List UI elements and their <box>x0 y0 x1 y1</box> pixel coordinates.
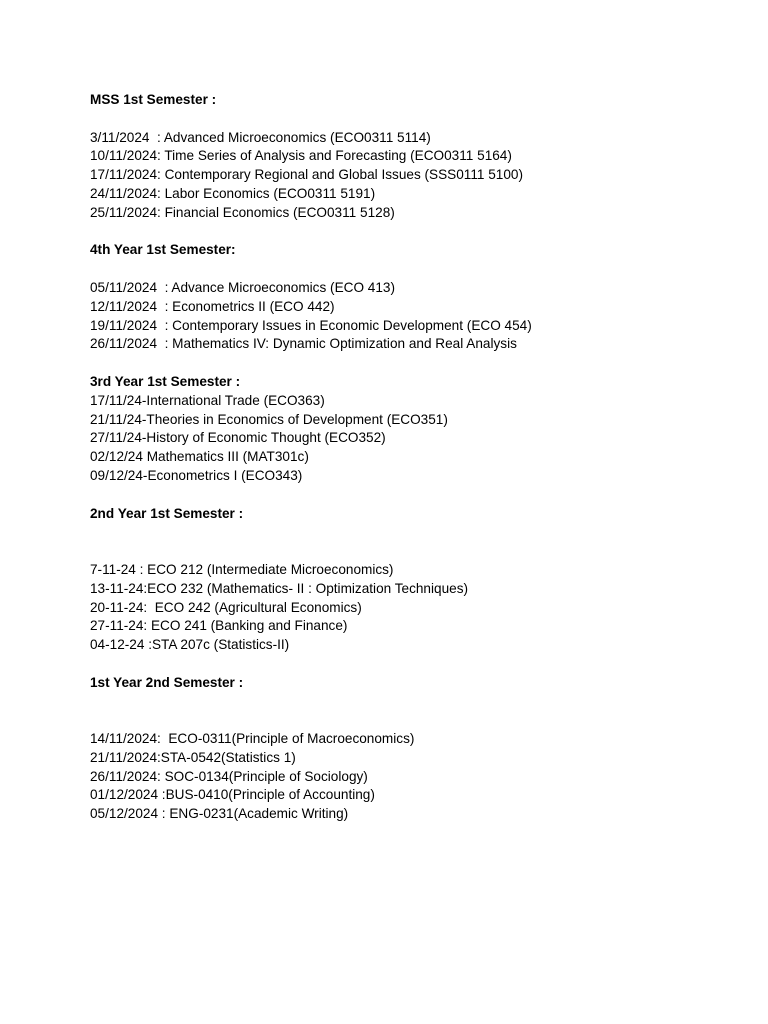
exam-entry: 27/11/24-History of Economic Thought (ECO352) <box>90 430 386 446</box>
exam-entry: 05/12/2024 : ENG-0231(Academic Writing) <box>90 806 349 822</box>
spacer <box>90 655 730 674</box>
exam-entry: 12/11/2024 : Econometrics II (ECO 442) <box>90 298 335 314</box>
spacer <box>90 260 730 279</box>
exam-entry: 17/11/2024: Contemporary Regional and Global Issues (SSS0111 5100) <box>90 167 524 183</box>
exam-entry: 10/11/2024: Time Series of Analysis and Forecasting (ECO0311 5164) <box>90 148 512 164</box>
exam-entry: 26/11/2024: SOC-0134(Principle of Sociology) <box>90 768 368 784</box>
exam-entry: 01/12/2024 :BUS-0410(Principle of Accounting) <box>90 787 375 803</box>
section-heading: 4th Year 1st Semester: <box>90 242 236 258</box>
exam-entry: 25/11/2024: Financial Economics (ECO0311 5128) <box>90 204 395 220</box>
section-heading: 1st Year 2nd Semester : <box>90 674 244 690</box>
exam-entry: 05/11/2024 : Advance Microeconomics (ECO 413) <box>90 279 396 295</box>
spacer <box>90 711 730 730</box>
exam-entry: 21/11/24-Theories in Economics of Development (ECO351) <box>90 411 448 427</box>
section-mss-1st-semester <box>90 91 730 223</box>
spacer <box>90 354 730 373</box>
document-page <box>90 91 730 824</box>
exam-entry: 17/11/24-International Trade (ECO363) <box>90 392 325 408</box>
section-4th-year-1st-semester <box>90 241 730 354</box>
exam-entry: 20-11-24: ECO 242 (Agricultural Economics) <box>90 599 362 615</box>
exam-entry: 19/11/2024 : Contemporary Issues in Economic Development (ECO 454) <box>90 317 532 333</box>
exam-entry: 26/11/2024 : Mathematics IV: Dynamic Optimization and Real Analysis <box>90 336 517 352</box>
spacer <box>90 110 730 129</box>
exam-entry: 13-11-24:ECO 232 (Mathematics- II : Optimization Techniques) <box>90 580 469 596</box>
exam-entry: 02/12/24 Mathematics III (MAT301c) <box>90 449 309 465</box>
section-heading: 3rd Year 1st Semester : <box>90 373 241 389</box>
section-2nd-year-1st-semester <box>90 505 730 655</box>
exam-entry: 7-11-24 : ECO 212 (Intermediate Microeconomics) <box>90 561 394 577</box>
exam-entry: 04-12-24 :STA 207c (Statistics-II) <box>90 637 290 653</box>
spacer <box>90 542 730 561</box>
exam-entry: 21/11/2024:STA-0542(Statistics 1) <box>90 749 296 765</box>
exam-entry: 09/12/24-Econometrics I (ECO343) <box>90 467 303 483</box>
section-heading: 2nd Year 1st Semester : <box>90 505 244 521</box>
spacer <box>90 523 730 542</box>
spacer <box>90 223 730 242</box>
exam-entry: 14/11/2024: ECO-0311(Principle of Macroeconomics) <box>90 731 415 747</box>
exam-entry: 24/11/2024: Labor Economics (ECO0311 5191) <box>90 185 376 201</box>
spacer <box>90 693 730 712</box>
spacer <box>90 486 730 505</box>
section-3rd-year-1st-semester <box>90 373 730 486</box>
section-heading: MSS 1st Semester : <box>90 92 217 107</box>
exam-entry: 3/11/2024 : Advanced Microeconomics (ECO0311 5114) <box>90 129 431 145</box>
section-1st-year-2nd-semester <box>90 674 730 824</box>
exam-entry: 27-11-24: ECO 241 (Banking and Finance) <box>90 618 348 634</box>
